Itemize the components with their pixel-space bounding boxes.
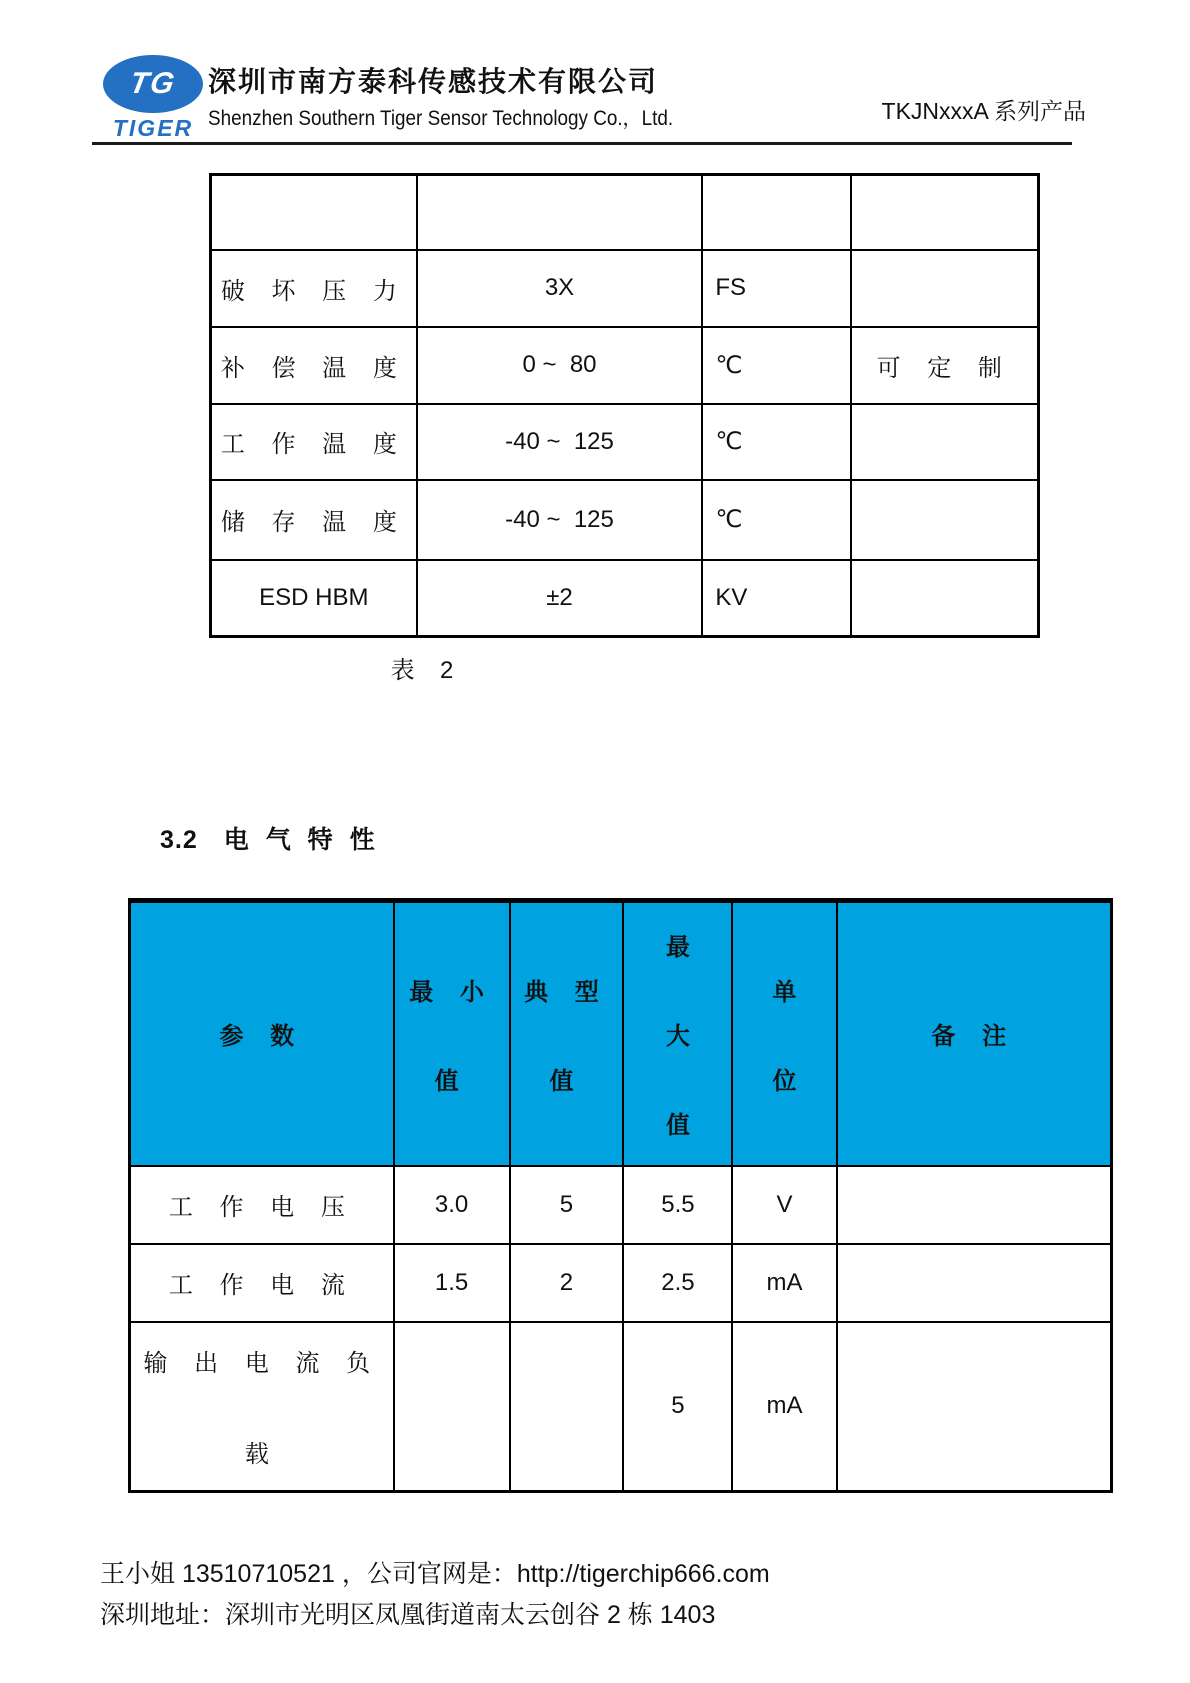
spec-remark-cell	[851, 560, 1039, 637]
section-title: 电 气 特 性	[223, 826, 380, 854]
col-header-min	[394, 901, 510, 1166]
col-header-typ-line: 值	[549, 1067, 584, 1095]
col-header-unit-line: 位	[772, 1067, 797, 1095]
spec-param-cell: 储 存 温 度	[211, 480, 417, 560]
spec-param-cell: 补 偿 温 度	[211, 327, 417, 404]
spec-table-row	[211, 175, 1039, 250]
spec-table-row	[211, 327, 1039, 404]
spec-unit-cell: ℃	[702, 327, 850, 404]
elec-max-cell: 5	[623, 1322, 732, 1492]
spec-remark-cell	[851, 404, 1039, 480]
electrical-table-row	[130, 1322, 1112, 1492]
col-header-min-line: 值	[434, 1067, 469, 1095]
company-name-en: Shenzhen Southern Tiger Sensor Technology Co.，Ltd.	[208, 107, 674, 130]
col-header-max	[623, 901, 732, 1166]
spec-value-cell: -40 ~ 125	[417, 480, 703, 560]
col-header-max-line: 值	[665, 1112, 690, 1140]
spec-remark-cell: 可 定 制	[851, 327, 1039, 404]
table-caption: 表 2	[390, 657, 458, 684]
product-series-label: TKJNxxxA 系列产品	[881, 98, 1086, 124]
elec-typ-cell: 2	[510, 1244, 624, 1322]
col-header-typ-line: 典 型	[524, 978, 609, 1006]
spec-param-cell	[211, 175, 417, 250]
page-footer	[100, 1554, 770, 1636]
elec-typ-cell	[510, 1322, 624, 1492]
company-name-cn: 深圳市南方泰科传感技术有限公司	[208, 66, 659, 97]
tiger-logo-mark: TG	[127, 67, 179, 100]
electrical-table-row	[130, 1244, 1112, 1322]
tiger-logo-ellipse-icon	[103, 55, 203, 113]
elec-remark-cell	[837, 1244, 1112, 1322]
elec-param-line: 载	[244, 1441, 279, 1469]
spec-param-cell: 破 坏 压 力	[211, 250, 417, 327]
spec-param-cell: 工 作 温 度	[211, 404, 417, 480]
spec-unit-cell: FS	[702, 250, 850, 327]
col-header-typ	[510, 901, 624, 1166]
spec-table	[209, 173, 1040, 638]
elec-typ-cell: 5	[510, 1166, 624, 1244]
col-header-remark-label: 备 注	[931, 1023, 1017, 1051]
spec-unit-cell: ℃	[702, 404, 850, 480]
spec-value-cell: 3X	[417, 250, 703, 327]
spec-value-cell	[417, 175, 703, 250]
elec-param-line: 输 出 电 流 负	[143, 1350, 381, 1378]
electrical-table-row	[130, 1166, 1112, 1244]
spec-param-cell: ESD HBM	[211, 560, 417, 637]
spec-table-row	[211, 480, 1039, 560]
elec-unit-cell: mA	[732, 1322, 836, 1492]
header-divider	[92, 142, 1072, 145]
footer-contact-line: 王小姐 13510710521 ，公司官网是：http://tigerchip666.com	[100, 1560, 770, 1588]
electrical-table-header-row	[130, 901, 1112, 1166]
col-header-max-line: 最	[665, 934, 690, 962]
elec-max-cell: 5.5	[623, 1166, 732, 1244]
elec-remark-cell	[837, 1166, 1112, 1244]
tiger-logo-word: TIGER	[112, 115, 194, 141]
section-heading	[160, 820, 380, 856]
tiger-logo	[100, 55, 206, 142]
spec-table-row	[211, 560, 1039, 637]
elec-param-cell: 工 作 电 流	[130, 1244, 394, 1322]
spec-remark-cell	[851, 480, 1039, 560]
col-header-min-line: 最 小	[409, 978, 494, 1006]
col-header-param-label: 参 数	[219, 1023, 305, 1051]
elec-param-cell: 工 作 电 压	[130, 1166, 394, 1244]
elec-min-cell: 3.0	[394, 1166, 510, 1244]
spec-value-cell: ±2	[417, 560, 703, 637]
spec-remark-cell	[851, 250, 1039, 327]
col-header-param	[130, 901, 394, 1166]
elec-unit-cell: mA	[732, 1244, 836, 1322]
spec-unit-cell: ℃	[702, 480, 850, 560]
col-header-unit	[732, 901, 836, 1166]
spec-unit-cell: KV	[702, 560, 850, 637]
spec-value-cell: -40 ~ 125	[417, 404, 703, 480]
elec-max-cell: 2.5	[623, 1244, 732, 1322]
elec-min-cell: 1.5	[394, 1244, 510, 1322]
col-header-unit-line: 单	[772, 978, 797, 1006]
elec-remark-cell	[837, 1322, 1112, 1492]
section-number: 3.2	[160, 826, 198, 854]
spec-table-row	[211, 404, 1039, 480]
spec-table-row	[211, 250, 1039, 327]
col-header-max-line: 大	[665, 1023, 690, 1051]
elec-min-cell	[394, 1322, 510, 1492]
spec-unit-cell	[702, 175, 850, 250]
electrical-table	[128, 898, 1113, 1493]
elec-unit-cell: V	[732, 1166, 836, 1244]
spec-value-cell: 0 ~ 80	[417, 327, 703, 404]
spec-remark-cell	[851, 175, 1039, 250]
elec-param-cell	[130, 1322, 394, 1492]
col-header-remark	[837, 901, 1112, 1166]
footer-address-line: 深圳地址：深圳市光明区凤凰街道南太云创谷 2 栋 1403	[100, 1601, 716, 1629]
